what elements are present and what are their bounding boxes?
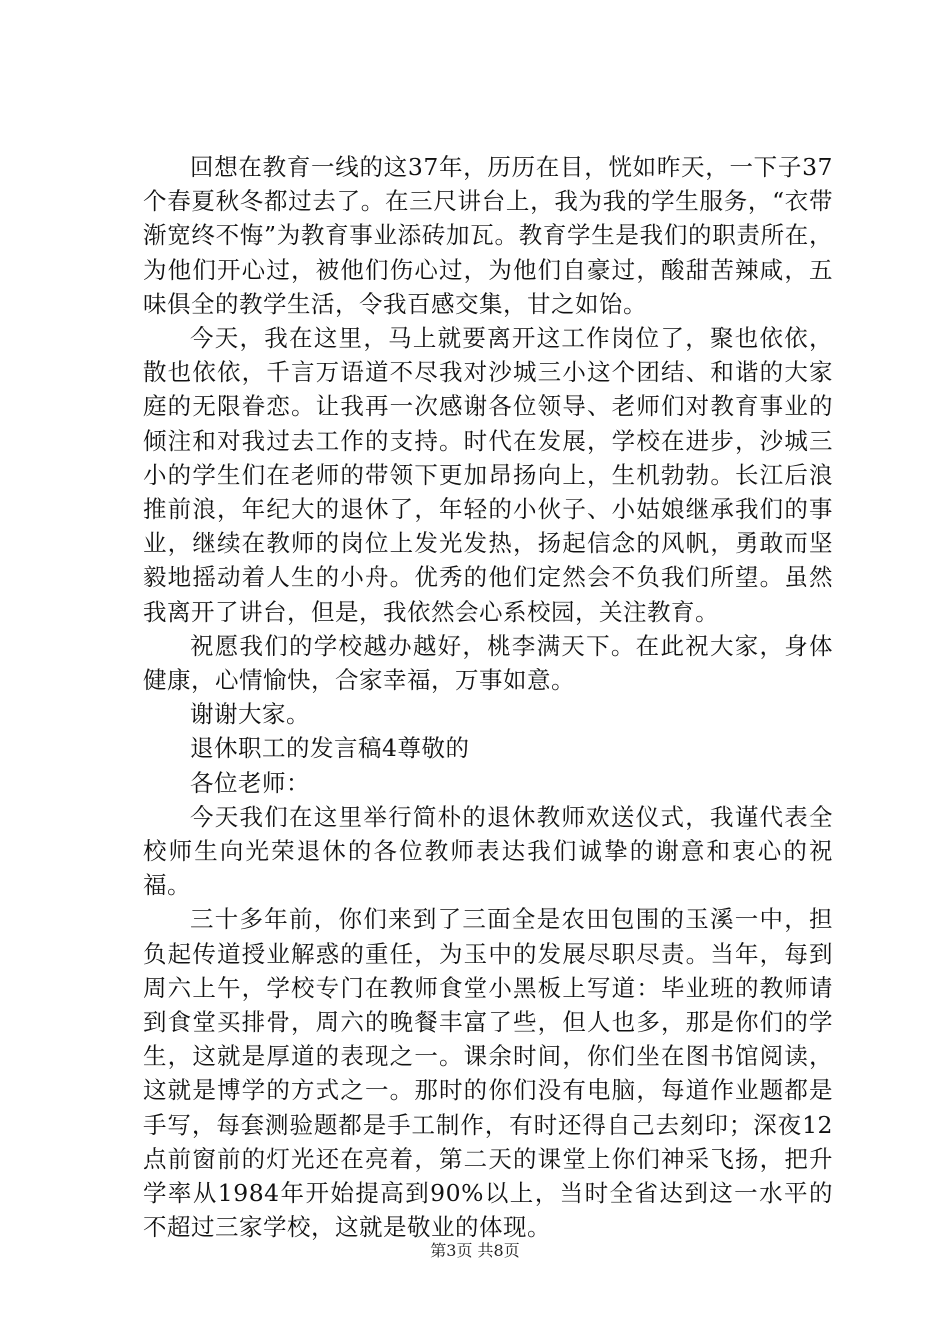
paragraph: 谢谢大家。 <box>190 700 310 729</box>
paragraph: 三十多年前，你们来到了三面全是农田包围的玉溪一中，担负起传道授业解惑的重任，为玉中的发展尽职尽责。当年，每到周六上午，学校专门在教师食堂小黑板上写道：毕业班的教师请到食堂买排骨，周六的晚餐丰富了些，但人也多，那是你们的学生，这就是厚道的表现之一。课余时间，你们坐在图书馆阅读，这就是博学的方式之一。那时的你们没有电脑，每道作业题都是手写，每套测验题都是手工制作，有时还得自己去刻印；深夜12点前窗前的灯光还在亮着，第二天的课堂上你们神采飞扬，把升学率从1984年开始提高到90%以上，当时全省达到这一水平的不超过三家学校，这就是敬业的体现。 <box>143 905 833 1242</box>
paragraph: 回想在教育一线的这37年，历历在目，恍如昨天，一下子37个春夏秋冬都过去了。在三尺讲台上，我为我的学生服务，“衣带渐宽终不悔”为教育事业添砖加瓦。教育学生是我们的职责所在，为他们开心过，被他们伤心过，为他们自豪过，酸甜苦辣咸，五味俱全的教学生活，令我百感交集，甘之如饴。 <box>143 153 833 318</box>
paragraph: 祝愿我们的学校越办越好，桃李满天下。在此祝大家，身体健康，心情愉快，合家幸福，万事如意。 <box>143 631 833 695</box>
page-number: 第3页 共8页 <box>430 1241 520 1260</box>
paragraph: 各位老师： <box>190 768 310 797</box>
paragraph: 退休职工的发言稿4尊敬的 <box>190 734 470 763</box>
document-body <box>143 150 833 1245</box>
page-footer <box>0 1240 950 1262</box>
paragraph: 今天，我在这里，马上就要离开这工作岗位了，聚也依依，散也依依，千言万语道不尽我对沙城三小这个团结、和谐的大家庭的无限眷恋。让我再一次感谢各位领导、老师们对教育事业的倾注和对我过去工作的支持。时代在发展，学校在进步，沙城三小的学生们在老师的带领下更加昂扬向上，生机勃勃。长江后浪推前浪，年纪大的退休了，年轻的小伙子、小姑娘继承我们的事业，继续在教师的岗位上发光发热，扬起信念的风帆，勇敢而坚毅地摇动着人生的小舟。优秀的他们定然会不负我们所望。虽然我离开了讲台，但是，我依然会心系校园，关注教育。 <box>143 324 833 626</box>
paragraph: 今天我们在这里举行简朴的退休教师欢送仪式，我谨代表全校师生向光荣退休的各位教师表达我们诚挚的谢意和衷心的祝福。 <box>143 802 833 900</box>
